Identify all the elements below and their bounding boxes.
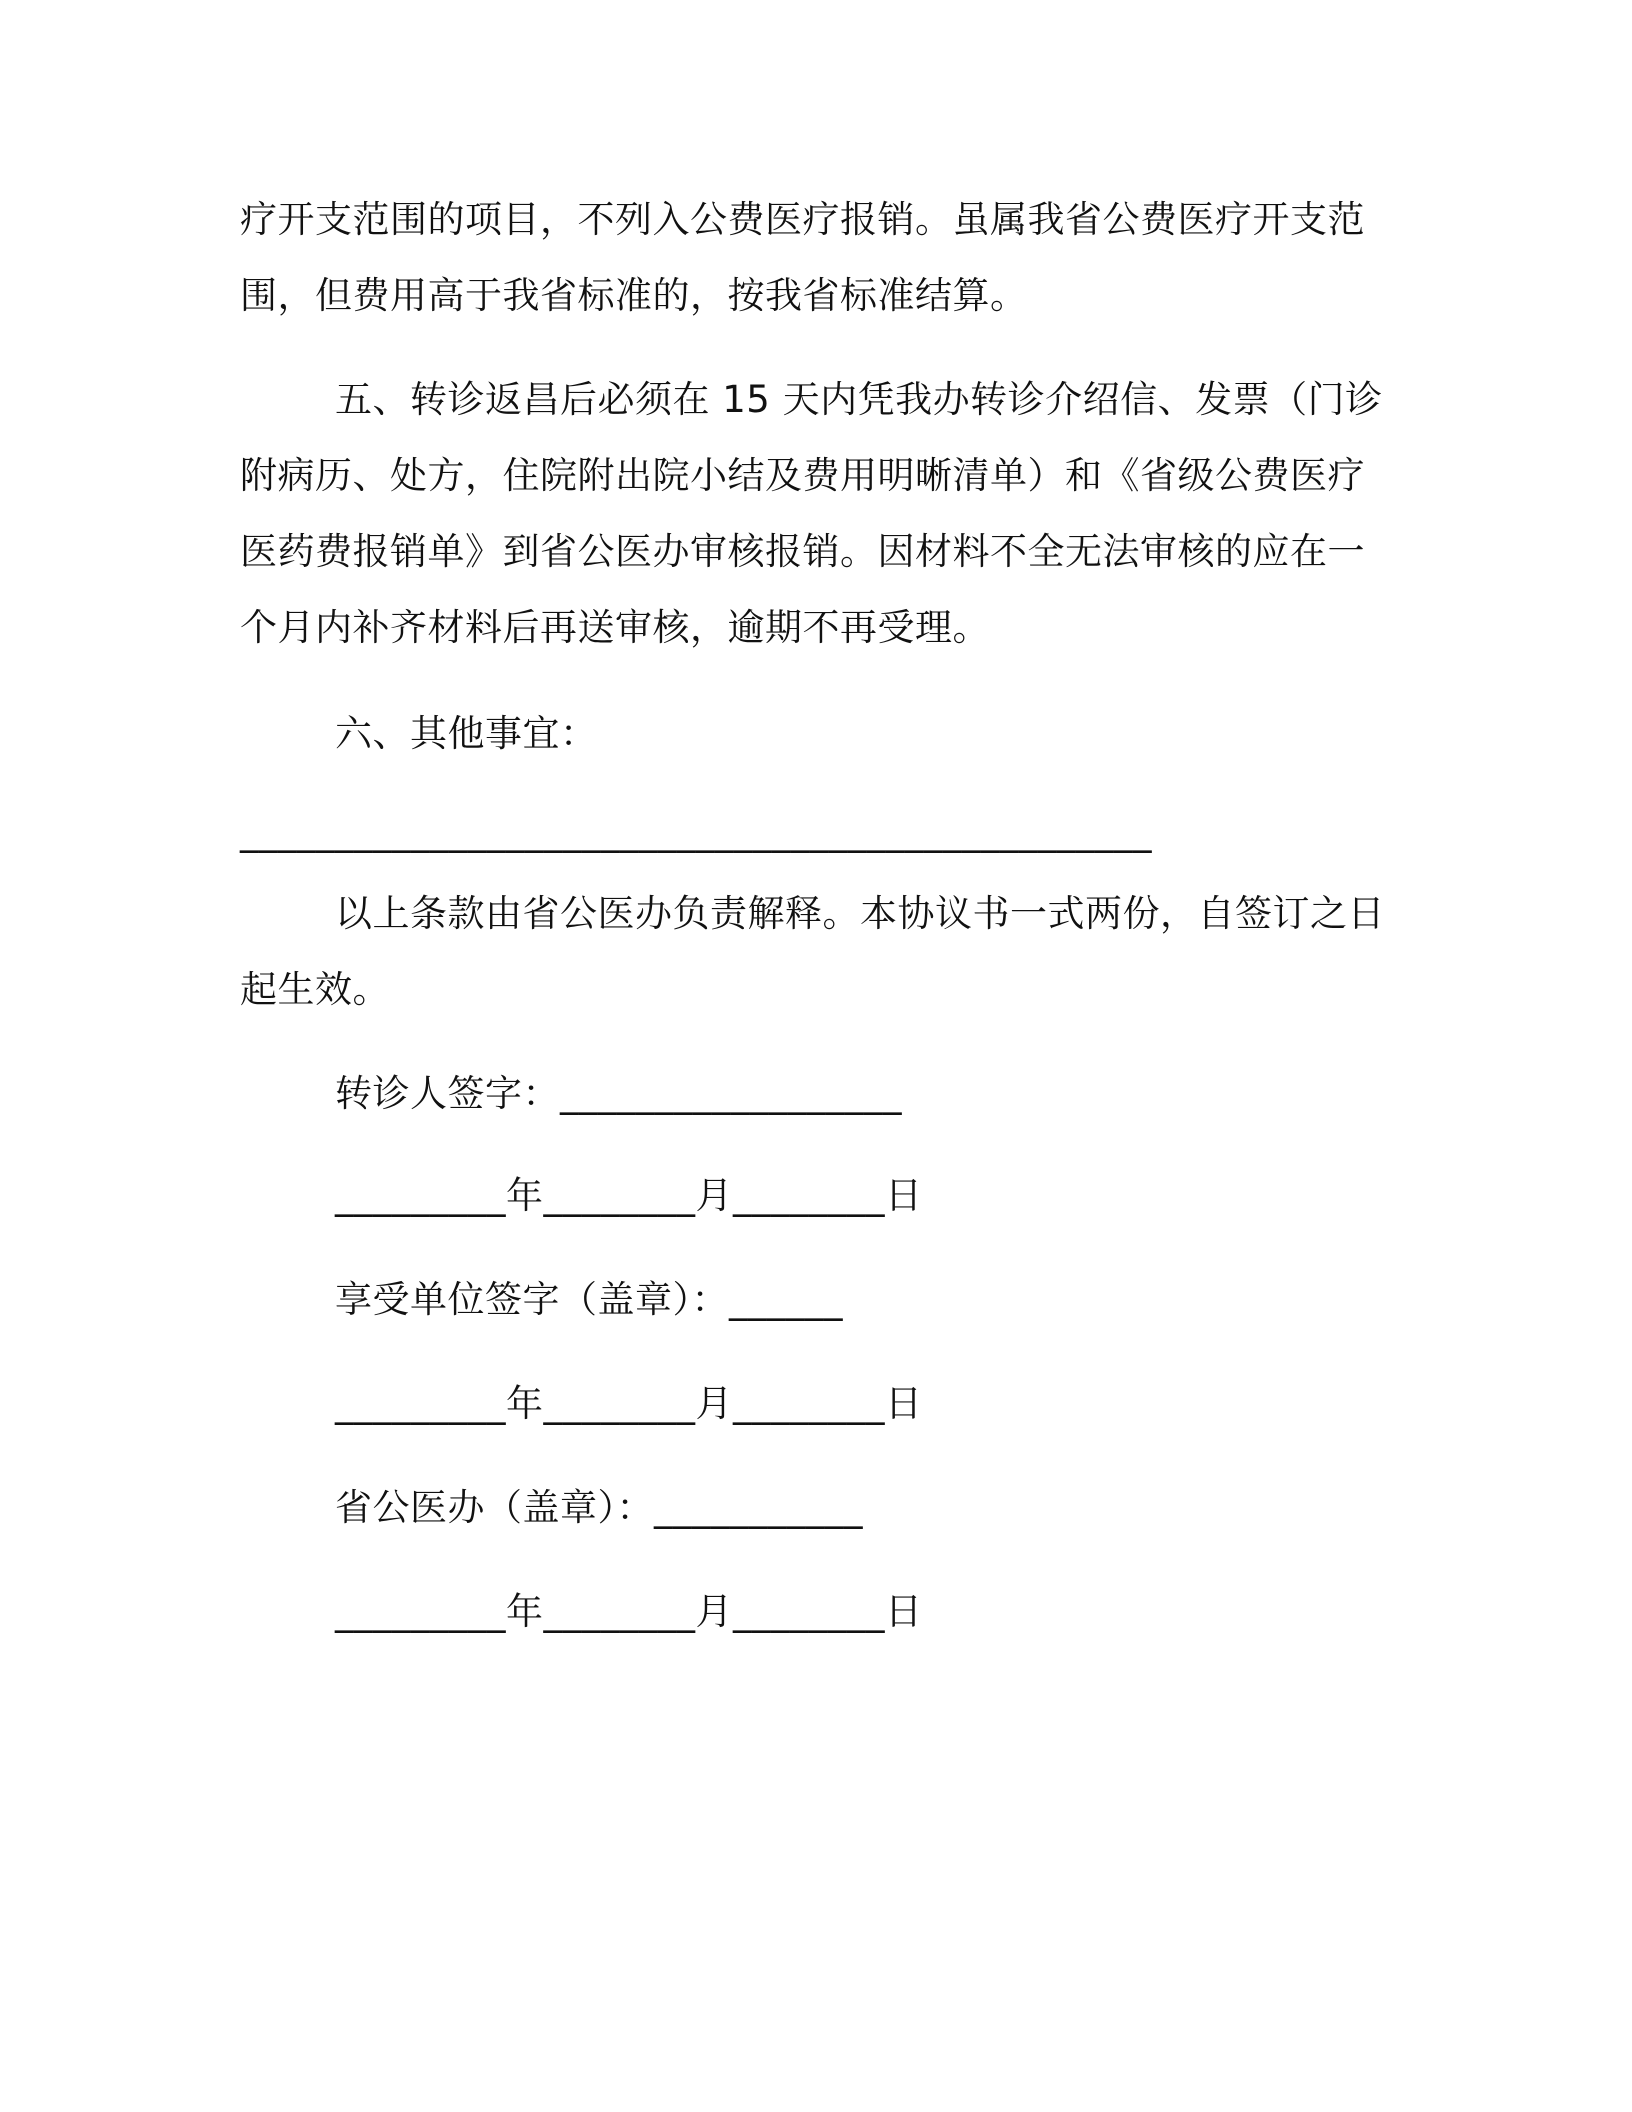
paragraph-line: 医药费报销单》到省公医办审核报销。因材料不全无法审核的应在一 xyxy=(240,530,1365,573)
paragraph-line: 起生效。 xyxy=(240,968,390,1011)
office-date-line: _________年________月________日 xyxy=(335,1590,923,1633)
patient-date-line: _________年________月________日 xyxy=(335,1174,923,1217)
paragraph-line: 附病历、处方，住院附出院小结及费用明晰清单）和《省级公费医疗 xyxy=(240,454,1365,497)
unit-signature-line: 享受单位签字（盖章）：______ xyxy=(335,1278,843,1321)
clause-six: 六、其他事宜： xyxy=(335,712,598,755)
paragraph-line: 围，但费用高于我省标准的，按我省标准结算。 xyxy=(240,274,1028,317)
unit-date-line: _________年________月________日 xyxy=(335,1382,923,1425)
office-seal-line: 省公医办（盖章）：___________ xyxy=(335,1486,863,1529)
closing-statement: 以上条款由省公医办负责解释。本协议书一式两份，自签订之日 xyxy=(335,892,1385,935)
clause-five: 五、转诊返昌后必须在 15 天内凭我办转诊介绍信、发票（门诊 xyxy=(335,378,1383,421)
paragraph-line: 个月内补齐材料后再送审核，逾期不再受理。 xyxy=(240,606,990,649)
paragraph-line: 疗开支范围的项目，不列入公费医疗报销。虽属我省公费医疗开支范 xyxy=(240,198,1365,241)
patient-signature-line: 转诊人签字：__________________ xyxy=(335,1072,902,1115)
blank-line: ________________________________________________ xyxy=(240,810,1152,853)
